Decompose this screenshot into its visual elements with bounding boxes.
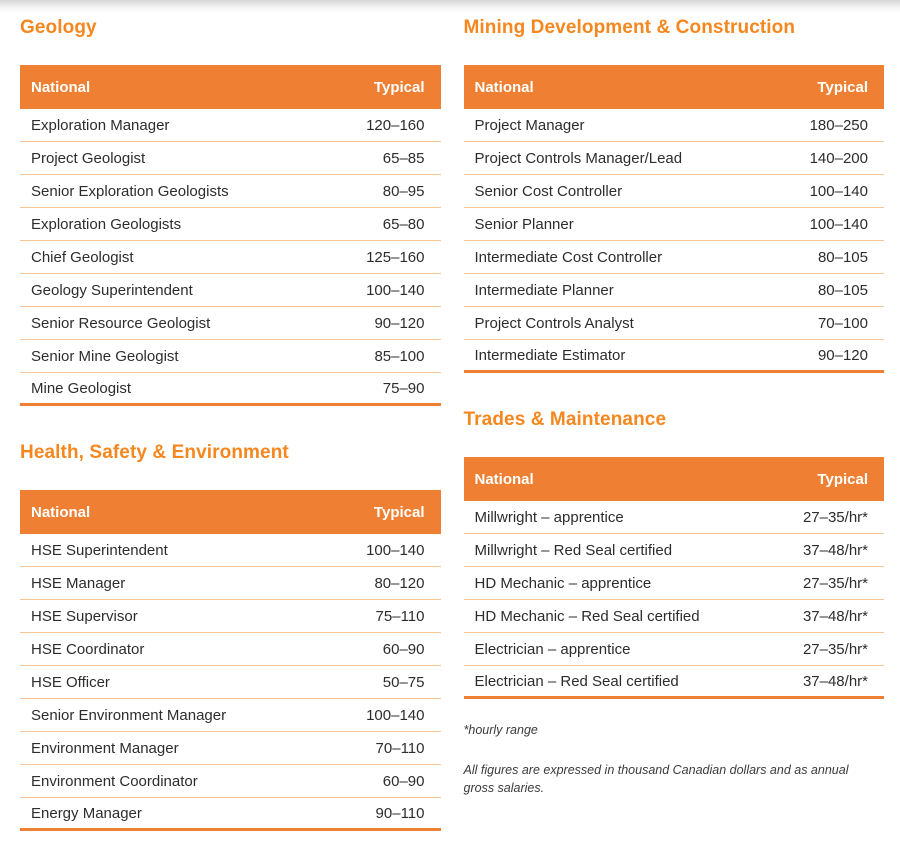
column-header-national: National [474, 78, 534, 96]
table-row [20, 241, 441, 274]
role-label: Millwright – apprentice [474, 508, 624, 526]
table-row [464, 340, 885, 373]
table-row [20, 567, 441, 600]
hourly-rate: 37–48/hr* [802, 541, 868, 559]
table-row [20, 666, 441, 699]
role-label: Mine Geologist [31, 379, 132, 397]
role-label: Project Controls Analyst [474, 314, 634, 332]
role-label: HD Mechanic – Red Seal certified [474, 607, 700, 625]
role-label: Chief Geologist [31, 248, 134, 266]
table-row [20, 274, 441, 307]
left-column [20, 13, 441, 831]
salary-range: 80–105 [817, 248, 868, 266]
table-row [20, 765, 441, 798]
table-header [464, 65, 885, 109]
role-label: Exploration Manager [31, 116, 170, 134]
top-shadow-strip [0, 0, 900, 13]
salary-range: 140–200 [809, 149, 868, 167]
salary-range: 120–160 [366, 116, 425, 134]
table-row [464, 633, 885, 666]
table-row [464, 666, 885, 699]
role-label: Project Manager [474, 116, 585, 134]
table-row [20, 732, 441, 765]
salary-range: 70–110 [375, 739, 425, 757]
role-label: Environment Coordinator [31, 772, 198, 790]
hourly-rate: 37–48/hr* [802, 607, 868, 625]
salary-range: 85–100 [374, 347, 425, 365]
role-label: Project Controls Manager/Lead [474, 149, 683, 167]
trades-maintenance-table [464, 457, 885, 699]
salary-range: 70–100 [817, 314, 868, 332]
table-row [20, 600, 441, 633]
table-row [20, 340, 441, 373]
role-label: Senior Mine Geologist [31, 347, 179, 365]
role-label: Intermediate Estimator [474, 346, 626, 364]
column-header-typical: Typical [373, 503, 425, 521]
page-body [0, 13, 900, 831]
salary-range: 180–250 [809, 116, 868, 134]
role-label: HSE Coordinator [31, 640, 145, 658]
hse-table [20, 490, 441, 831]
table-row [464, 274, 885, 307]
role-label: Senior Cost Controller [474, 182, 623, 200]
salary-range: 80–95 [382, 182, 425, 200]
salary-range: 60–90 [382, 772, 425, 790]
column-header-national: National [474, 470, 534, 488]
hourly-rate: 27–35/hr* [802, 640, 868, 658]
role-label: Geology Superintendent [31, 281, 193, 299]
salary-range: 65–85 [382, 149, 425, 167]
table-row [20, 798, 441, 831]
salary-range: 90–120 [817, 346, 868, 364]
table-row [20, 373, 441, 406]
column-header-typical: Typical [817, 78, 868, 96]
table-row [20, 534, 441, 567]
table-row [464, 142, 885, 175]
table-row [20, 175, 441, 208]
role-label: Electrician – apprentice [474, 640, 631, 658]
hourly-rate: 27–35/hr* [802, 574, 868, 592]
table-row [464, 241, 885, 274]
table-row [20, 142, 441, 175]
table-row [464, 307, 885, 340]
role-label: HSE Superintendent [31, 541, 168, 559]
role-label: HD Mechanic – apprentice [474, 574, 652, 592]
column-header-typical: Typical [817, 470, 868, 488]
role-label: Energy Manager [31, 804, 142, 822]
column-header-typical: Typical [373, 78, 425, 96]
role-label: Millwright – Red Seal certified [474, 541, 673, 559]
table-row [464, 501, 885, 534]
salary-range: 100–140 [366, 281, 425, 299]
table-header [20, 65, 441, 109]
footnote-currency-note: All figures are expressed in thousand Canadian dollars and as annual gross salaries. [463, 763, 849, 796]
hourly-rate: 37–48/hr* [802, 672, 868, 690]
salary-range: 80–120 [374, 574, 425, 592]
table-row [20, 109, 441, 142]
role-label: HSE Officer [31, 673, 110, 691]
salary-range: 100–140 [366, 541, 425, 559]
table-row [464, 600, 885, 633]
table-row [20, 633, 441, 666]
role-label: Environment Manager [31, 739, 179, 757]
role-label: Intermediate Planner [474, 281, 614, 299]
right-column [464, 13, 885, 831]
section-title-trades-maintenance: Trades & Maintenance [463, 409, 667, 430]
table-row [464, 109, 885, 142]
role-label: Intermediate Cost Controller [474, 248, 663, 266]
footnote-hourly-range: *hourly range [463, 723, 538, 737]
table-row [464, 534, 885, 567]
salary-range: 100–140 [809, 182, 868, 200]
table-header [20, 490, 441, 534]
role-label: Exploration Geologists [31, 215, 182, 233]
salary-range: 75–90 [382, 379, 425, 397]
salary-range: 90–120 [374, 314, 425, 332]
hourly-rate: 27–35/hr* [802, 508, 868, 526]
salary-range: 90–110 [375, 804, 425, 822]
geology-table [20, 65, 441, 406]
role-label: Senior Environment Manager [31, 706, 227, 724]
salary-range: 100–140 [366, 706, 425, 724]
section-title-geology: Geology [20, 17, 97, 38]
role-label: Senior Planner [474, 215, 574, 233]
role-label: Senior Resource Geologist [31, 314, 211, 332]
role-label: Project Geologist [31, 149, 146, 167]
role-label: Electrician – Red Seal certified [474, 672, 679, 690]
salary-range: 75–110 [375, 607, 425, 625]
table-row [464, 175, 885, 208]
table-row [464, 567, 885, 600]
column-header-national: National [31, 78, 91, 96]
role-label: HSE Supervisor [31, 607, 138, 625]
salary-range: 100–140 [809, 215, 868, 233]
salary-range: 50–75 [382, 673, 425, 691]
section-title-mining-development: Mining Development & Construction [463, 17, 796, 38]
role-label: HSE Manager [31, 574, 126, 592]
salary-range: 125–160 [366, 248, 425, 266]
salary-range: 80–105 [817, 281, 868, 299]
column-header-national: National [31, 503, 91, 521]
table-row [464, 208, 885, 241]
table-row [20, 208, 441, 241]
table-row [20, 699, 441, 732]
table-header [464, 457, 885, 501]
mining-development-table [464, 65, 885, 373]
section-title-health-safety-environment: Health, Safety & Environment [20, 442, 289, 463]
role-label: Senior Exploration Geologists [31, 182, 229, 200]
table-row [20, 307, 441, 340]
salary-range: 65–80 [382, 215, 425, 233]
salary-range: 60–90 [382, 640, 425, 658]
